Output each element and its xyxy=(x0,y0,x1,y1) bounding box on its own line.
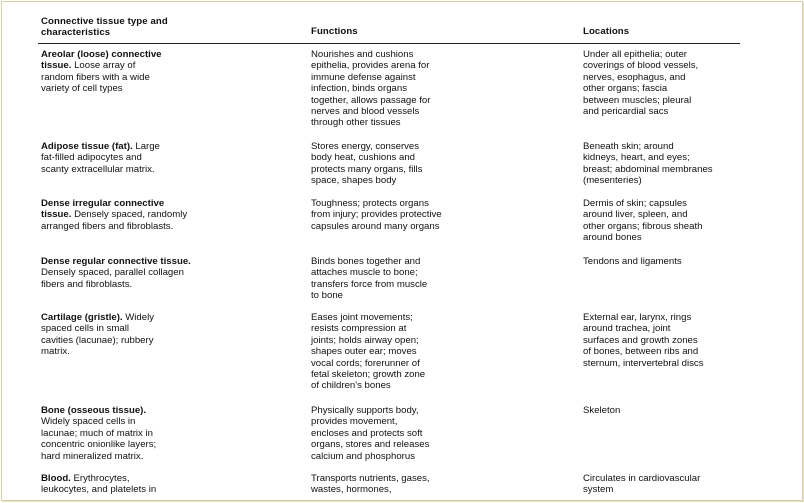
locations-cell: Tendons and ligaments xyxy=(583,256,682,267)
locations-cell: Circulates in cardiovascular system xyxy=(583,473,701,496)
tissue-name: Cartilage (gristle). xyxy=(41,312,123,323)
tissue-description: Densely spaced, randomly arranged fibers and fibroblasts. xyxy=(41,209,188,232)
tissue-type-cell xyxy=(41,49,209,95)
tissue-description: Widely spaced cells in lacunae; much of matrix in concentric onionlike layers; hard mineralized matrix. xyxy=(41,416,157,462)
tissue-description: Large fat-filled adipocytes and scanty extracellular matrix. xyxy=(41,141,160,175)
tissue-description: Loose array of random fibers with a wide variety of cell types xyxy=(41,60,150,95)
tissue-name: Adipose tissue (fat). xyxy=(41,141,133,152)
tissue-type-cell xyxy=(41,473,209,496)
header-locations: Locations xyxy=(583,26,630,37)
header-tissue-type: Connective tissue type and characteristics xyxy=(41,16,168,38)
functions-cell: Stores energy, conserves body heat, cushions and protects many organs, fills space, shapes body xyxy=(311,141,423,187)
functions-cell: Eases joint movements; resists compression at joints; holds airway open; shapes outer ear; moves vocal cords; forerunner of fetal skeleton; growth zone of children's bones xyxy=(311,312,426,392)
connective-tissue-table xyxy=(1,1,803,501)
functions-cell: Physically supports body, provides movement, encloses and protects soft organs, stores and releases calcium and phosphorus xyxy=(311,405,430,462)
tissue-description: Widely spaced cells in small cavities (lacunae); rubbery matrix. xyxy=(41,312,155,358)
tissue-type-cell xyxy=(41,256,209,290)
tissue-name: Blood. xyxy=(41,473,71,484)
tissue-description: Erythrocytes, leukocytes, and platelets in xyxy=(41,473,157,496)
locations-cell: Dermis of skin; capsules around liver, spleen, and other organs; fibrous sheath around bones xyxy=(583,198,703,244)
tissue-name: Bone (osseous tissue). xyxy=(41,405,147,416)
table-header xyxy=(2,16,802,46)
locations-cell: Under all epithelia; outer coverings of blood vessels, nerves, esophagus, and other organs; fascia between muscles; pleural and pericardial sacs xyxy=(583,49,699,118)
header-rule xyxy=(38,43,740,44)
locations-cell: External ear, larynx, rings around trachea, joint surfaces and growth zones of bones, between ribs and sternum, intervertebral discs xyxy=(583,312,704,369)
tissue-name: Dense irregular connective tissue. xyxy=(41,198,165,221)
header-functions: Functions xyxy=(311,26,358,37)
tissue-type-cell xyxy=(41,198,209,232)
functions-cell: Nourishes and cushions epithelia, provides arena for immune defense against infection, binds organs together, allows passage for nerves and blood vessels through other tissues xyxy=(311,49,431,129)
locations-cell: Skeleton xyxy=(583,405,621,416)
locations-cell: Beneath skin; around kidneys, heart, and eyes; breast; abdominal membranes (mesenteries) xyxy=(583,141,713,187)
tissue-type-cell xyxy=(41,141,209,175)
tissue-type-cell xyxy=(41,312,209,358)
tissue-name: Dense regular connective tissue. xyxy=(41,256,191,267)
functions-cell: Binds bones together and attaches muscle to bone; transfers force from muscle to bone xyxy=(311,256,428,302)
functions-cell: Transports nutrients, gases, wastes, hormones, xyxy=(311,473,430,496)
tissue-name: Areolar (loose) connective tissue. xyxy=(41,49,162,72)
functions-cell: Toughness; protects organs from injury; provides protective capsules around many organs xyxy=(311,198,442,232)
tissue-type-cell xyxy=(41,405,209,462)
tissue-description: Densely spaced, parallel collagen fibers and fibroblasts. xyxy=(41,267,184,290)
